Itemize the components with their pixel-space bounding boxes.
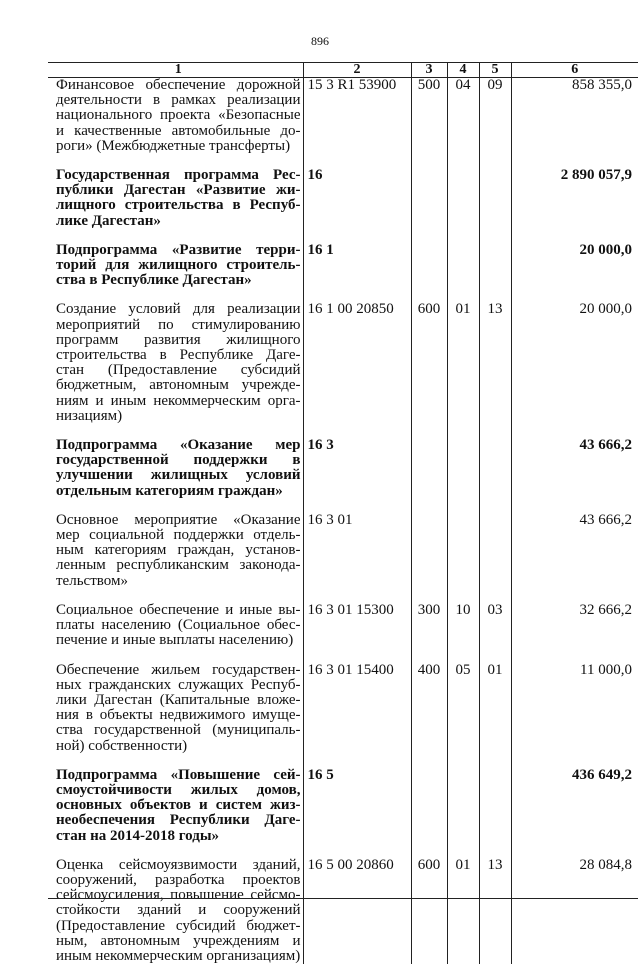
- spacer-cell: [48, 844, 303, 858]
- row-code: 16 1: [303, 243, 411, 289]
- spacer-cell: [511, 154, 638, 168]
- row-rz: [447, 513, 479, 589]
- row-pr: 13: [479, 302, 511, 424]
- row-rz: [447, 243, 479, 289]
- spacer-cell: [48, 754, 303, 768]
- bottom-rule: [48, 898, 638, 899]
- spacer-cell: [479, 499, 511, 513]
- row-rz: 01: [447, 302, 479, 424]
- spacer-cell: [411, 154, 447, 168]
- spacer-cell: [479, 154, 511, 168]
- spacer-cell: [303, 499, 411, 513]
- spacer-cell: [511, 844, 638, 858]
- header-row: [48, 63, 638, 78]
- header-col-4: 4: [447, 63, 479, 78]
- row-rz: 10: [447, 603, 479, 649]
- table-row: [48, 663, 638, 754]
- spacer-cell: [48, 154, 303, 168]
- row-code: 16 1 00 20850: [303, 302, 411, 424]
- spacer-cell: [303, 154, 411, 168]
- row-sum: 20 000,0: [579, 241, 632, 258]
- row-sum: 11 000,0: [580, 661, 632, 678]
- spacer-cell: [479, 589, 511, 603]
- row-name: Создание условий для реализации мероприятий по стимулированию программ развития жилищного строительства в Республике Даге-стан (Предоставление субсидий бюджетным, автономным учрежде-ниям и иным некоммерческим орга-низациям): [48, 302, 303, 424]
- row-spacer: [48, 288, 638, 302]
- row-rz: 01: [447, 858, 479, 964]
- row-sum: 20 000,0: [579, 301, 632, 318]
- spacer-cell: [303, 589, 411, 603]
- row-pr: 01: [479, 663, 511, 754]
- row-spacer: [48, 424, 638, 438]
- row-rz: 04: [447, 78, 479, 155]
- row-code: 16 3 01 15400: [303, 663, 411, 754]
- row-rz: [447, 438, 479, 499]
- spacer-cell: [447, 229, 479, 243]
- spacer-cell: [447, 288, 479, 302]
- row-name: Социальное обеспечение и иные вы-платы населению (Социальное обес-печение и иные выплаты населению): [48, 603, 303, 649]
- row-spacer: [48, 754, 638, 768]
- row-sum: 43 666,2: [579, 511, 632, 528]
- row-code: 16 5 00 20860: [303, 858, 411, 964]
- row-vr: 300: [411, 603, 447, 649]
- row-vr: 400: [411, 663, 447, 754]
- row-name: Обеспечение жильем государствен-ных гражданских служащих Респуб-лики Дагестан (Капитальные вложе-ния в объекты недвижимого имуще-ства государственной (муниципаль-ной) собственности): [48, 663, 303, 754]
- spacer-cell: [411, 844, 447, 858]
- page-number: 896: [311, 34, 329, 48]
- spacer-cell: [479, 754, 511, 768]
- spacer-cell: [411, 288, 447, 302]
- spacer-cell: [511, 288, 638, 302]
- spacer-cell: [411, 754, 447, 768]
- header-col-2: 2: [303, 63, 411, 78]
- row-sum: 28 084,8: [579, 856, 632, 873]
- spacer-cell: [511, 424, 638, 438]
- row-code: 16: [303, 168, 411, 229]
- row-spacer: [48, 649, 638, 663]
- row-code: 16 5: [303, 768, 411, 844]
- row-sum: 436 649,2: [572, 766, 632, 783]
- spacer-cell: [511, 649, 638, 663]
- row-pr: 13: [479, 858, 511, 964]
- spacer-cell: [447, 589, 479, 603]
- row-name: Подпрограмма «Развитие терри-торий для жилищного строитель-ства в Республике Дагестан»: [48, 243, 303, 289]
- spacer-cell: [303, 649, 411, 663]
- row-name: Подпрограмма «Повышение сей-смоустойчивости жилых домов, основных объектов и систем жиз-необеспечения Республики Даге-стан на 2014-2018 годы»: [48, 768, 303, 844]
- row-pr: 09: [479, 78, 511, 155]
- row-vr: 600: [411, 302, 447, 424]
- spacer-cell: [479, 649, 511, 663]
- row-vr: [411, 438, 447, 499]
- spacer-cell: [447, 154, 479, 168]
- row-code: 16 3 01: [303, 513, 411, 589]
- spacer-cell: [48, 499, 303, 513]
- spacer-cell: [447, 499, 479, 513]
- spacer-cell: [511, 754, 638, 768]
- row-vr: 500: [411, 78, 447, 155]
- row-spacer: [48, 844, 638, 858]
- table-row: [48, 438, 638, 499]
- spacer-cell: [479, 229, 511, 243]
- row-name: Оценка сейсмоуязвимости зданий, сооружений, разработка проектов сейсмоусиления, повышение сейсмо-стойкости зданий и сооружений (Предоставление субсидий бюджет-ным, автономным учреждениям и иным некоммерческим организациям): [48, 858, 303, 964]
- spacer-cell: [411, 229, 447, 243]
- row-pr: [479, 768, 511, 844]
- spacer-cell: [447, 424, 479, 438]
- spacer-cell: [479, 424, 511, 438]
- row-code: 16 3: [303, 438, 411, 499]
- table-row: [48, 302, 638, 424]
- spacer-cell: [303, 424, 411, 438]
- row-name: Финансовое обеспечение дорожной деятельности в рамках реализации национального проекта «Безопасные и качественные автомобильные до-роги» (Межбюджетные трансферты): [48, 78, 303, 155]
- row-vr: [411, 513, 447, 589]
- spacer-cell: [447, 649, 479, 663]
- row-sum: 2 890 057,9: [560, 167, 632, 184]
- budget-table: [48, 62, 638, 964]
- spacer-cell: [411, 589, 447, 603]
- table-row: [48, 858, 638, 964]
- table-row: [48, 513, 638, 589]
- table-row: [48, 78, 638, 155]
- row-code: 15 3 R1 53900: [303, 78, 411, 155]
- table-row: [48, 603, 638, 649]
- spacer-cell: [48, 288, 303, 302]
- row-pr: [479, 513, 511, 589]
- row-sum: 32 666,2: [579, 601, 632, 618]
- spacer-cell: [511, 589, 638, 603]
- spacer-cell: [447, 754, 479, 768]
- row-vr: [411, 168, 447, 229]
- spacer-cell: [48, 649, 303, 663]
- row-code: 16 3 01 15300: [303, 603, 411, 649]
- row-rz: [447, 768, 479, 844]
- row-name: Основное мероприятие «Оказание мер социальной поддержки отдель-ным категориям граждан, установ-ленным республиканским законода-тельством»: [48, 513, 303, 589]
- row-pr: [479, 438, 511, 499]
- table-row: [48, 768, 638, 844]
- row-sum: 43 666,2: [579, 437, 632, 454]
- spacer-cell: [511, 229, 638, 243]
- row-spacer: [48, 229, 638, 243]
- row-pr: [479, 243, 511, 289]
- header-col-3: 3: [411, 63, 447, 78]
- row-pr: [479, 168, 511, 229]
- spacer-cell: [447, 844, 479, 858]
- row-vr: [411, 768, 447, 844]
- header-col-1: 1: [48, 63, 303, 78]
- spacer-cell: [303, 754, 411, 768]
- spacer-cell: [511, 499, 638, 513]
- table-row: [48, 168, 638, 229]
- header-col-6: 6: [511, 63, 638, 78]
- row-spacer: [48, 499, 638, 513]
- row-pr: 03: [479, 603, 511, 649]
- row-spacer: [48, 589, 638, 603]
- row-rz: [447, 168, 479, 229]
- row-name: Государственная программа Рес-публики Дагестан «Развитие жи-лищного строительства в Респуб-лике Дагестан»: [48, 168, 303, 229]
- spacer-cell: [411, 499, 447, 513]
- spacer-cell: [303, 288, 411, 302]
- spacer-cell: [479, 288, 511, 302]
- spacer-cell: [48, 424, 303, 438]
- table-row: [48, 243, 638, 289]
- row-spacer: [48, 154, 638, 168]
- spacer-cell: [303, 844, 411, 858]
- spacer-cell: [411, 649, 447, 663]
- row-rz: 05: [447, 663, 479, 754]
- row-vr: [411, 243, 447, 289]
- spacer-cell: [411, 424, 447, 438]
- header-col-5: 5: [479, 63, 511, 78]
- row-vr: 600: [411, 858, 447, 964]
- spacer-cell: [479, 844, 511, 858]
- spacer-cell: [48, 589, 303, 603]
- row-name: Подпрограмма «Оказание мер государственной поддержки в улучшении жилищных условий отдельным категориям граждан»: [48, 438, 303, 499]
- row-sum: 858 355,0: [572, 77, 632, 93]
- spacer-cell: [303, 229, 411, 243]
- spacer-cell: [48, 229, 303, 243]
